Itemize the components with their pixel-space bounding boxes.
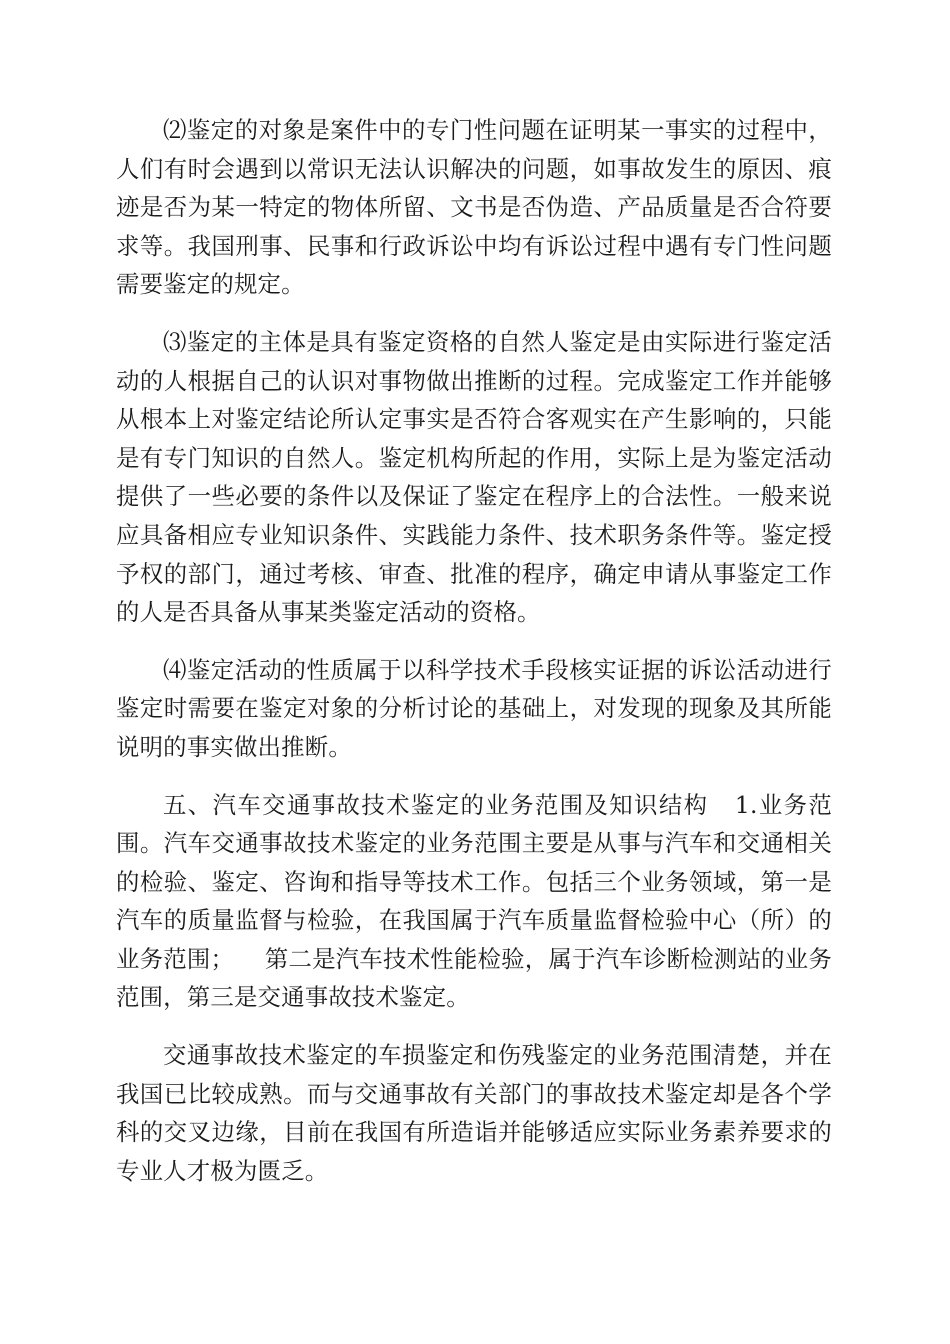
paragraph-appraisal-nature: ⑷鉴定活动的性质属于以科学技术手段核实证据的诉讼活动进行鉴定时需要在鉴定对象的分析讨论的基础上，对发现的现象及其所能说明的事实做出推断。 xyxy=(116,655,832,761)
document-body xyxy=(116,111,832,1209)
paragraph-appraisal-subject: ⑶鉴定的主体是具有鉴定资格的自然人鉴定是由实际进行鉴定活动的人根据自己的认识对事物做出推断的过程。完成鉴定工作并能够从根本上对鉴定结论所认定事实是否符合客观实在产生影响的，只能是有专门知识的自然人。鉴定机构所起的作用，实际上是为鉴定活动提供了一些必要的条件以及保证了鉴定在程序上的合法性。一般来说应具备相应专业知识条件、实践能力条件、技术职务条件等。鉴定授予权的部门，通过考核、审查、批准的程序，确定申请从事鉴定工作的人是否具备从事某类鉴定活动的资格。 xyxy=(116,327,832,627)
paragraph-talent-shortage: 交通事故技术鉴定的车损鉴定和伤残鉴定的业务范围清楚，并在我国已比较成熟。而与交通事故有关部门的事故技术鉴定却是各个学科的交叉边缘，目前在我国有所造诣并能够适应实际业务素养要求的专业人才极为匮乏。 xyxy=(116,1041,832,1185)
paragraph-business-scope: 五、汽车交通事故技术鉴定的业务范围及知识结构 1.业务范围。汽车交通事故技术鉴定的业务范围主要是从事与汽车和交通相关的检验、鉴定、咨询和指导等技术工作。包括三个业务领域，第一是汽车的质量监督与检验，在我国属于汽车质量监督检验中心（所）的业务范围； 第二是汽车技术性能检验，属于汽车诊断检测站的业务范围，第三是交通事故技术鉴定。 xyxy=(116,790,832,1012)
paragraph-appraisal-object: ⑵鉴定的对象是案件中的专门性问题在证明某一事实的过程中，人们有时会遇到以常识无法认识解决的问题，如事故发生的原因、痕迹是否为某一特定的物体所留、文书是否伪造、产品质量是否合符要求等。我国刑事、民事和行政诉讼中均有诉讼过程中遇有专门性问题需要鉴定的规定。 xyxy=(116,116,832,299)
